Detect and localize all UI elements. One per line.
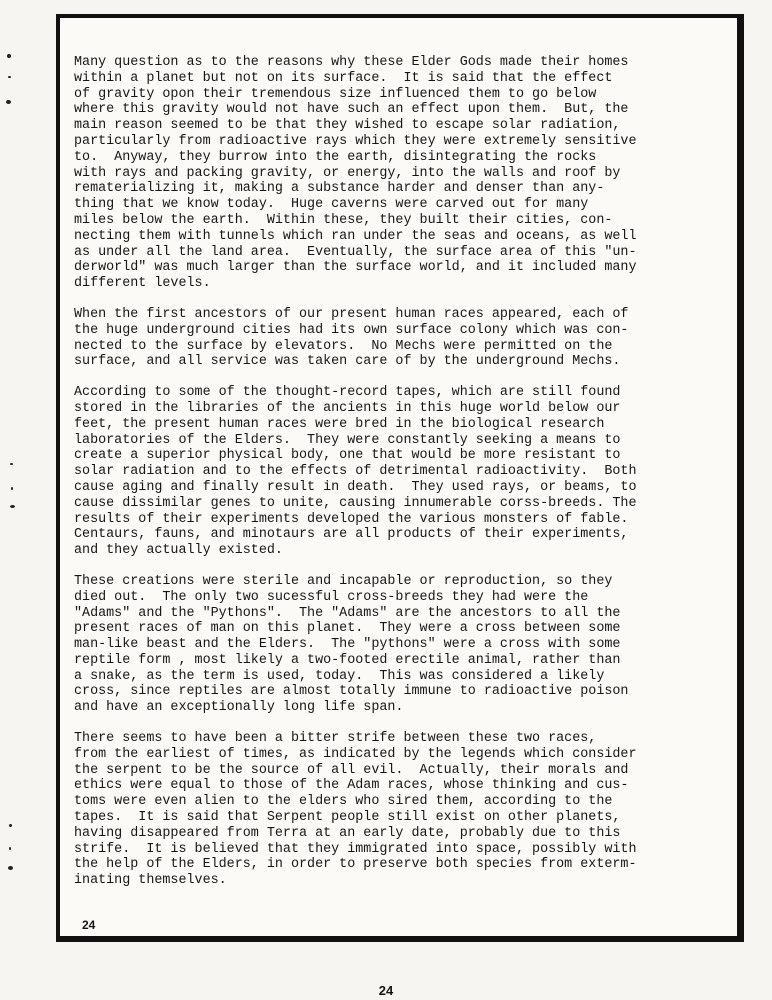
margin-speck — [9, 847, 11, 850]
paragraph-serpent-strife: There seems to have been a bitter strife between these two races, from the earliest of times, as indicated by the legends which consider the serpent to be the source of all evil. Actually, their morals and ethics were equal to those of the Adam races, whose thinking and cus- toms were even alien to the elders who sired them, according to the tapes. It is said that Serpent people still exist on other planets, having disappeared from Terra at an early date, probably due to this strife. It is believed that they immigrated into space, possibly with the help of the Elders, in order to preserve both species from exterm- inating themselves. — [74, 731, 637, 889]
paragraph-thought-record-tapes: According to some of the thought-record tapes, which are still found stored in the libraries of the ancients in this huge world below our feet, the present human races were bred in the biological research laboratories of the Elders. They were constantly seeking a means to create a superior physical body, one that would be more resistant to solar radiation and to the effects of detrimental radioactivity. Both cause aging and finally result in death. They used rays, or beams, to cause dissimilar genes to unite, causing innumerable corss-breeds. The results of their experiments developed the various monsters of fable. Centaurs, fauns, and minotaurs are all products of their experiments, and they actually existed. — [74, 385, 637, 559]
margin-speck — [8, 76, 11, 78]
inner-page-number: 24 — [82, 918, 96, 932]
margin-speck — [8, 866, 13, 870]
margin-speck — [11, 487, 13, 490]
paragraph-elder-gods-homes: Many question as to the reasons why these Elder Gods made their homes within a planet but not on its surface. It is said that the effect of gravity opon their tremendous size influenced them to go below where this gravity would not have such an effect upon them. But, the main reason seemed to be that they wished to escape solar radiation, particularly from radioactive rays which they were extremely sensitive to. Anyway, they burrow into the earth, disintegrating the rocks with rays and packing gravity, or energy, into the walls and roof by rematerializing it, making a substance harder and denser than any- thing that we know today. Huge caverns were carved out for many miles below the earth. Within these, they built their cities, con- necting them with tunnels which ran under the seas and oceans, as well as under all the land area. Eventually, the surface area of this "un- derworld" was much larger than the surface world, and it included many different levels. — [74, 55, 637, 292]
margin-speck — [10, 505, 15, 508]
text-body — [74, 55, 740, 904]
paragraph-human-ancestors: When the first ancestors of our present human races appeared, each of the huge underground cities had its own surface colony which was con- nected to the surface by elevators. No Mechs were permitted on the surface, and all service was taken care of by the underground Mechs. — [74, 306, 629, 370]
margin-speck — [10, 463, 13, 465]
page-number: 24 — [378, 983, 394, 998]
margin-speck — [6, 100, 11, 104]
paragraph-cross-breeds: These creations were sterile and incapable or reproduction, so they died out. The only two sucessful cross-breeds they had were the "Adams" and the "Pythons". The "Adams" are the ancestors to all the present races of man on this planet. They were a cross between some man-like beast and the Elders. The "pythons" were a cross with some reptile form , most likely a two-footed erectile animal, rather than a snake, as the term is used, today. This was considered a likely cross, since reptiles are almost totally immune to radioactive poison and have an exceptionally long life span. — [74, 573, 629, 716]
margin-speck — [7, 54, 11, 58]
margin-speck — [9, 824, 12, 827]
page-frame — [56, 14, 744, 942]
